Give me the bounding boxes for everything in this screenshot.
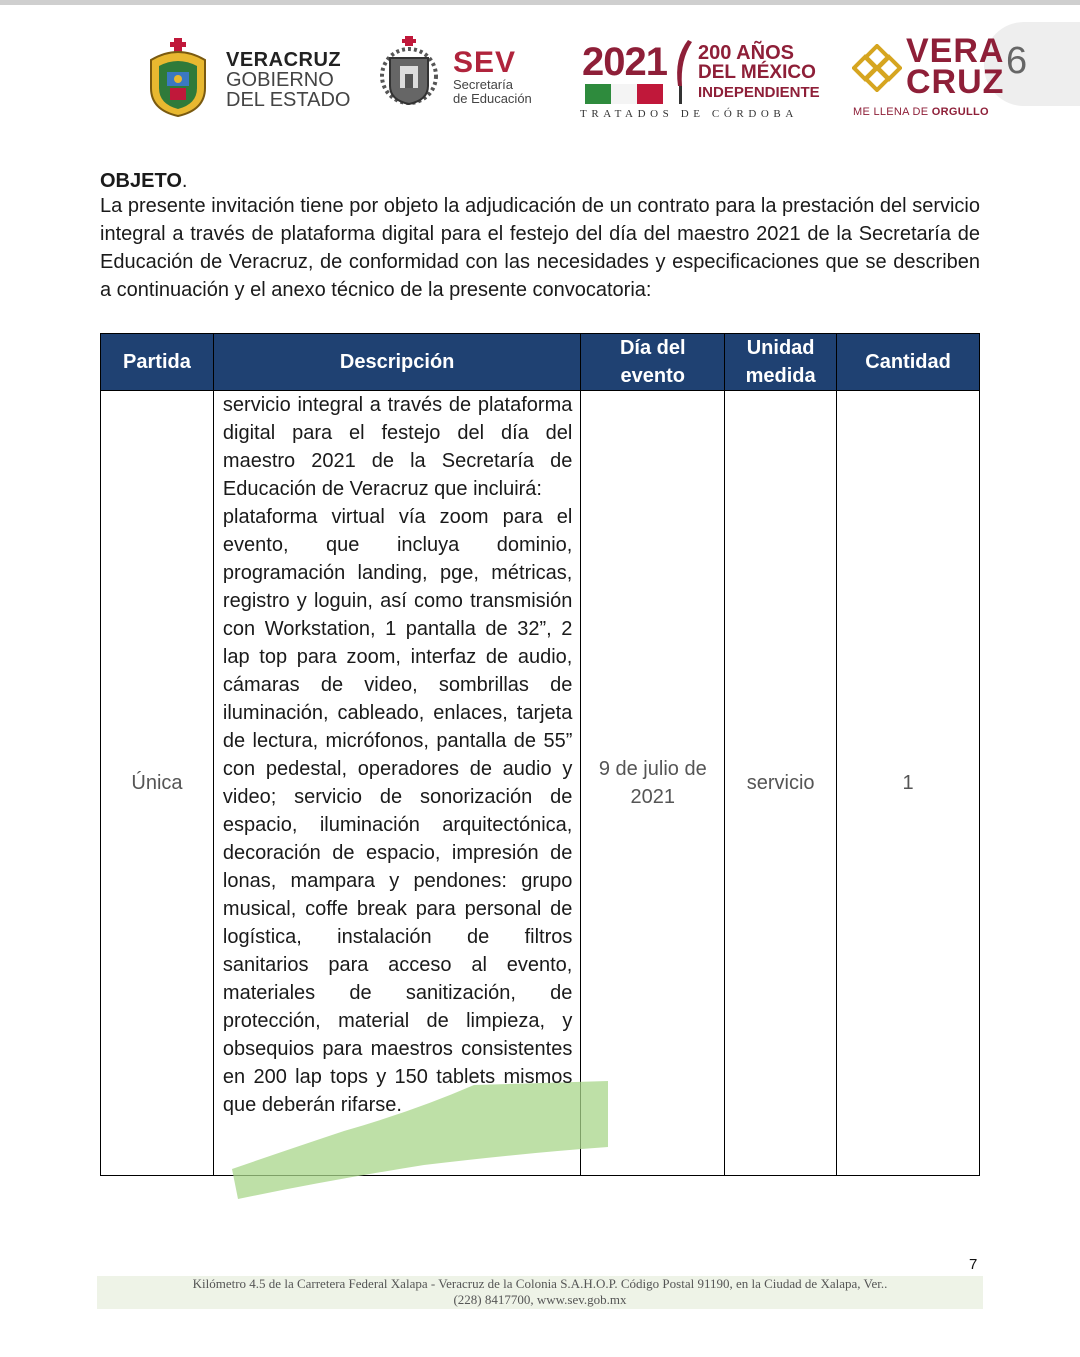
objeto-title-dot: . — [181, 170, 188, 192]
table-row — [101, 391, 980, 1176]
veracruz-slogan — [853, 106, 989, 118]
header-dia-line2: evento — [620, 365, 685, 387]
objeto-title-text: OBJETO — [100, 170, 182, 192]
page-number: 7 — [969, 1256, 978, 1273]
descripcion-paragraph-1: servicio integral a través de plataforma digital para el festejo del día del maestro 2021 de la Secretaría de Educación de Veracruz que incluirá: — [222, 394, 573, 500]
sev-wordmark — [453, 48, 532, 106]
cell-dia-evento — [581, 391, 725, 1176]
cell-cantidad: 1 — [837, 391, 980, 1176]
sev-acronym: SEV — [453, 46, 517, 79]
cell-unidad: servicio — [725, 391, 837, 1176]
header-unidad-medida — [725, 334, 837, 391]
veracruz-line2: CRUZ — [906, 63, 1005, 101]
quill-pen-icon — [672, 38, 694, 106]
cell-partida: Única — [101, 391, 214, 1176]
veracruz-knot-icon — [852, 44, 902, 92]
anniversary-line2: DEL MÉXICO — [698, 62, 816, 83]
specifications-table — [100, 333, 980, 1176]
header-dia-line1: Día del — [619, 337, 686, 359]
footer-contact: (228) 8417700, www.sev.gob.mx — [453, 1292, 627, 1307]
objeto-heading — [100, 170, 187, 193]
veracruz-wordmark — [906, 32, 1005, 101]
anniversary-line1: 200 AÑOS — [698, 42, 794, 64]
dia-evento-text: 9 de julio de 2021 — [598, 758, 707, 808]
top-border — [0, 0, 1080, 5]
veracruz-coat-of-arms-icon — [143, 38, 213, 118]
sev-line1: Secretaría — [453, 77, 513, 92]
header-cantidad: Cantidad — [837, 334, 980, 391]
cell-descripcion — [213, 391, 580, 1176]
header-unidad-line1: Unidad — [746, 337, 815, 359]
header-partida: Partida — [101, 334, 214, 391]
page-badge-number: 6 — [1006, 40, 1028, 82]
tratados-cordoba: TRATADOS DE CÓRDOBA — [580, 108, 798, 120]
gobierno-line3: DEL ESTADO — [226, 89, 351, 111]
slogan-prefix: ME LLENA DE — [853, 106, 932, 118]
header-dia-evento — [581, 334, 725, 391]
gobierno-veracruz-wordmark — [226, 50, 350, 110]
objeto-paragraph: La presente invitación tiene por objeto la adjudicación de un contrato para la prestación del servicio integral a través de plataforma digital para el festejo del día del maestro 2021 de la Secretaría de Educación de Veracruz, de conformidad con las necesidades y especificaciones que se describen a continuación y el anexo técnico de la presente convocatoria: — [100, 195, 980, 301]
table-header-row — [101, 334, 980, 391]
veracruz-line1: VERA — [906, 32, 1005, 70]
slogan-bold: ORGULLO — [931, 106, 989, 118]
footer-address: Kilómetro 4.5 de la Carretera Federal Xalapa - Veracruz de la Colonia S.A.H.O.P. Código Postal 91190, en la Ciudad de Xalapa, Ver.. — [192, 1276, 888, 1291]
footer — [97, 1276, 983, 1309]
header-unidad-line2: medida — [745, 365, 816, 387]
anniversary-line3: INDEPENDIENTE — [698, 84, 820, 101]
gobierno-line2: GOBIERNO — [226, 69, 334, 91]
anniversary-wordmark — [698, 43, 820, 103]
sev-line2: de Educación — [453, 91, 532, 106]
descripcion-paragraph-2: plataforma virtual vía zoom para el evento, que incluya dominio, programación landing, pge, métricas, registro y loguin, así como transmisión con Workstation, 1 pantalla de 32”, 2 lap top para zoom, interfaz de audio, cámaras de video, sombrillas de iluminación, cableado, enlaces, tarjeta de lectura, micrófonos, pantalla de 55” con pedestal, operadores de audio y video; servicio de sonorización de espacio, iluminación arquitectónica, decoración de espacio, impresión de lonas, mampara y pendones: grupo musical, coffe break para personal de logística, instalación de filtros sanitarios para acceso al evento, materiales de sanitización, de protección, material de limpieza, y obsequios para maestros consistentes en 200 lap tops y 150 tablets mismos que deberán rifarse. — [222, 506, 573, 1116]
anniversary-year: 2021 — [582, 40, 667, 84]
mexican-flag-stripe — [585, 84, 663, 104]
sev-emblem-icon — [376, 36, 442, 110]
header-descripcion: Descripción — [213, 334, 580, 391]
gobierno-line1: VERACRUZ — [226, 49, 342, 71]
